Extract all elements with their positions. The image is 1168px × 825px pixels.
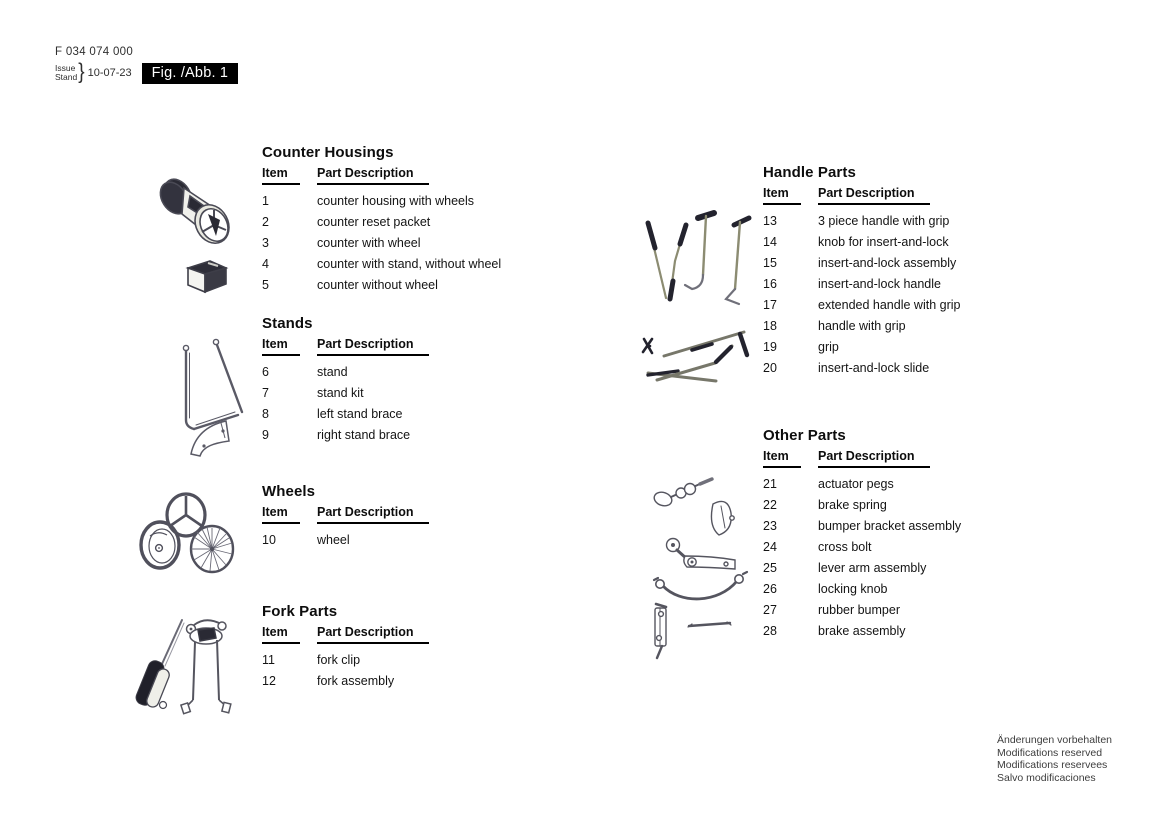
item-number: 18 [763, 319, 777, 333]
item-number: 12 [262, 674, 276, 688]
wheels-illustration-svg [133, 488, 238, 578]
part-description: bumper bracket assembly [818, 519, 962, 533]
table-row [262, 674, 562, 695]
part-description: counter housing with wheels [317, 194, 475, 208]
stand-illustration-svg [155, 332, 250, 457]
other-parts-illustration-svg [642, 468, 757, 660]
table-header [763, 449, 1063, 471]
figure-label-badge: Fig. /Abb. 1 [142, 63, 239, 84]
item-number: 28 [763, 624, 777, 638]
item-number: 14 [763, 235, 777, 249]
note-line: Modifications reservees [997, 759, 1108, 772]
item-number: 19 [763, 340, 777, 354]
item-number: 23 [763, 519, 777, 533]
table-row [763, 477, 1063, 498]
table-header [763, 186, 1063, 208]
section-title: Other Parts [763, 427, 846, 444]
table-header [262, 505, 562, 527]
fork-drawing [128, 608, 238, 718]
item-number: 1 [262, 194, 269, 208]
item-number: 8 [262, 407, 269, 421]
other-parts-drawing [642, 468, 757, 660]
table-row [262, 278, 562, 299]
item-number: 15 [763, 256, 777, 270]
table-row [763, 582, 1063, 603]
table-row [763, 214, 1063, 235]
table-row [262, 533, 562, 554]
table-row [763, 561, 1063, 582]
table-rows [262, 194, 562, 299]
part-description: handle with grip [818, 319, 906, 333]
column-header-item: Item [763, 449, 801, 468]
section-title: Wheels [262, 483, 316, 500]
column-header-item: Item [262, 337, 300, 356]
fork-illustration-svg [128, 608, 238, 718]
table-row [763, 319, 1063, 340]
stand-drawing [155, 332, 250, 457]
note-line: Salvo modificaciones [997, 771, 1096, 784]
part-description: left stand brace [317, 407, 403, 421]
column-header-description: Part Description [317, 505, 429, 524]
table-row [262, 428, 562, 449]
part-description: locking knob [818, 582, 888, 596]
item-number: 6 [262, 365, 269, 379]
part-description: counter with wheel [317, 236, 421, 250]
section-title: Fork Parts [262, 603, 338, 620]
table-row [262, 407, 562, 428]
part-description: wheel [317, 533, 350, 547]
table-header [262, 166, 562, 188]
item-number: 3 [262, 236, 269, 250]
table-header [262, 625, 562, 647]
counter-housing-drawing [150, 162, 250, 297]
item-number: 24 [763, 540, 777, 554]
part-description: right stand brace [317, 428, 411, 442]
part-description: actuator pegs [818, 477, 894, 491]
part-description: counter without wheel [317, 278, 438, 292]
item-number: 10 [262, 533, 276, 547]
table-row [763, 277, 1063, 298]
table-row [262, 365, 562, 386]
column-header-item: Item [262, 505, 300, 524]
part-description: rubber bumper [818, 603, 900, 617]
item-number: 4 [262, 257, 269, 271]
column-header-description: Part Description [818, 449, 930, 468]
table-header [262, 337, 562, 359]
document-number: F 034 074 000 [55, 46, 134, 58]
column-header-description: Part Description [818, 186, 930, 205]
item-number: 16 [763, 277, 777, 291]
handle-parts-drawing [636, 203, 754, 385]
counter-housing-illustration-svg [150, 162, 250, 297]
section-counter-housings [262, 144, 562, 299]
part-description: counter reset packet [317, 215, 431, 229]
table-row [262, 194, 562, 215]
legal-notes [997, 734, 1112, 784]
part-description: grip [818, 340, 839, 354]
table-row [262, 215, 562, 236]
part-description: stand kit [317, 386, 364, 400]
item-number: 7 [262, 386, 269, 400]
part-description: brake spring [818, 498, 887, 512]
stand-label: Stand [55, 72, 78, 82]
item-number: 27 [763, 603, 777, 617]
section-other-parts [763, 427, 1063, 645]
item-number: 9 [262, 428, 269, 442]
item-number: 5 [262, 278, 269, 292]
table-rows [262, 653, 562, 695]
part-description: insert-and-lock slide [818, 361, 930, 375]
table-row [763, 298, 1063, 319]
section-wheels [262, 483, 562, 554]
part-description: counter with stand, without wheel [317, 257, 502, 271]
table-rows [763, 214, 1063, 382]
table-rows [763, 477, 1063, 645]
part-description: fork assembly [317, 674, 395, 688]
brace-glyph: } [78, 60, 85, 85]
section-title: Counter Housings [262, 144, 394, 161]
issue-label: Issue [55, 62, 76, 73]
section-fork-parts [262, 603, 562, 695]
column-header-description: Part Description [317, 625, 429, 644]
part-description: 3 piece handle with grip [818, 214, 950, 228]
table-row [763, 235, 1063, 256]
table-row [763, 519, 1063, 540]
item-number: 25 [763, 561, 777, 575]
note-line: Änderungen vorbehalten [997, 734, 1113, 746]
table-row [763, 361, 1063, 382]
issue-date: 10-07-23 [87, 67, 132, 79]
part-description: extended handle with grip [818, 298, 961, 312]
table-row [763, 603, 1063, 624]
part-description: insert-and-lock assembly [818, 256, 957, 270]
column-header-item: Item [262, 625, 300, 644]
item-number: 13 [763, 214, 777, 228]
part-description: knob for insert-and-lock [818, 235, 949, 249]
table-row [763, 540, 1063, 561]
table-row [262, 653, 562, 674]
item-number: 21 [763, 477, 777, 491]
item-number: 17 [763, 298, 777, 312]
column-header-description: Part Description [317, 166, 429, 185]
item-number: 11 [262, 653, 275, 667]
item-number: 22 [763, 498, 777, 512]
part-description: insert-and-lock handle [818, 277, 941, 291]
table-row [763, 624, 1063, 645]
section-stands [262, 315, 562, 449]
part-description: brake assembly [818, 624, 906, 638]
issue-line [55, 62, 238, 84]
item-number: 2 [262, 215, 269, 229]
table-row [262, 386, 562, 407]
document-header [55, 46, 238, 84]
table-row [763, 498, 1063, 519]
section-title: Stands [262, 315, 313, 332]
item-number: 20 [763, 361, 777, 375]
item-number: 26 [763, 582, 777, 596]
table-rows [262, 533, 562, 554]
issue-stand-label [55, 64, 77, 83]
part-description: stand [317, 365, 348, 379]
part-description: fork clip [317, 653, 361, 667]
table-row [262, 257, 562, 278]
column-header-description: Part Description [317, 337, 429, 356]
part-description: lever arm assembly [818, 561, 927, 575]
wheels-drawing [133, 488, 238, 578]
table-row [262, 236, 562, 257]
part-description: cross bolt [818, 540, 872, 554]
column-header-item: Item [763, 186, 801, 205]
note-line: Modifications reserved [997, 746, 1103, 759]
table-rows [262, 365, 562, 449]
table-row [763, 256, 1063, 277]
section-title: Handle Parts [763, 164, 856, 181]
table-row [763, 340, 1063, 361]
section-handle-parts [763, 164, 1063, 382]
handle-parts-illustration-svg [636, 203, 754, 385]
column-header-item: Item [262, 166, 300, 185]
